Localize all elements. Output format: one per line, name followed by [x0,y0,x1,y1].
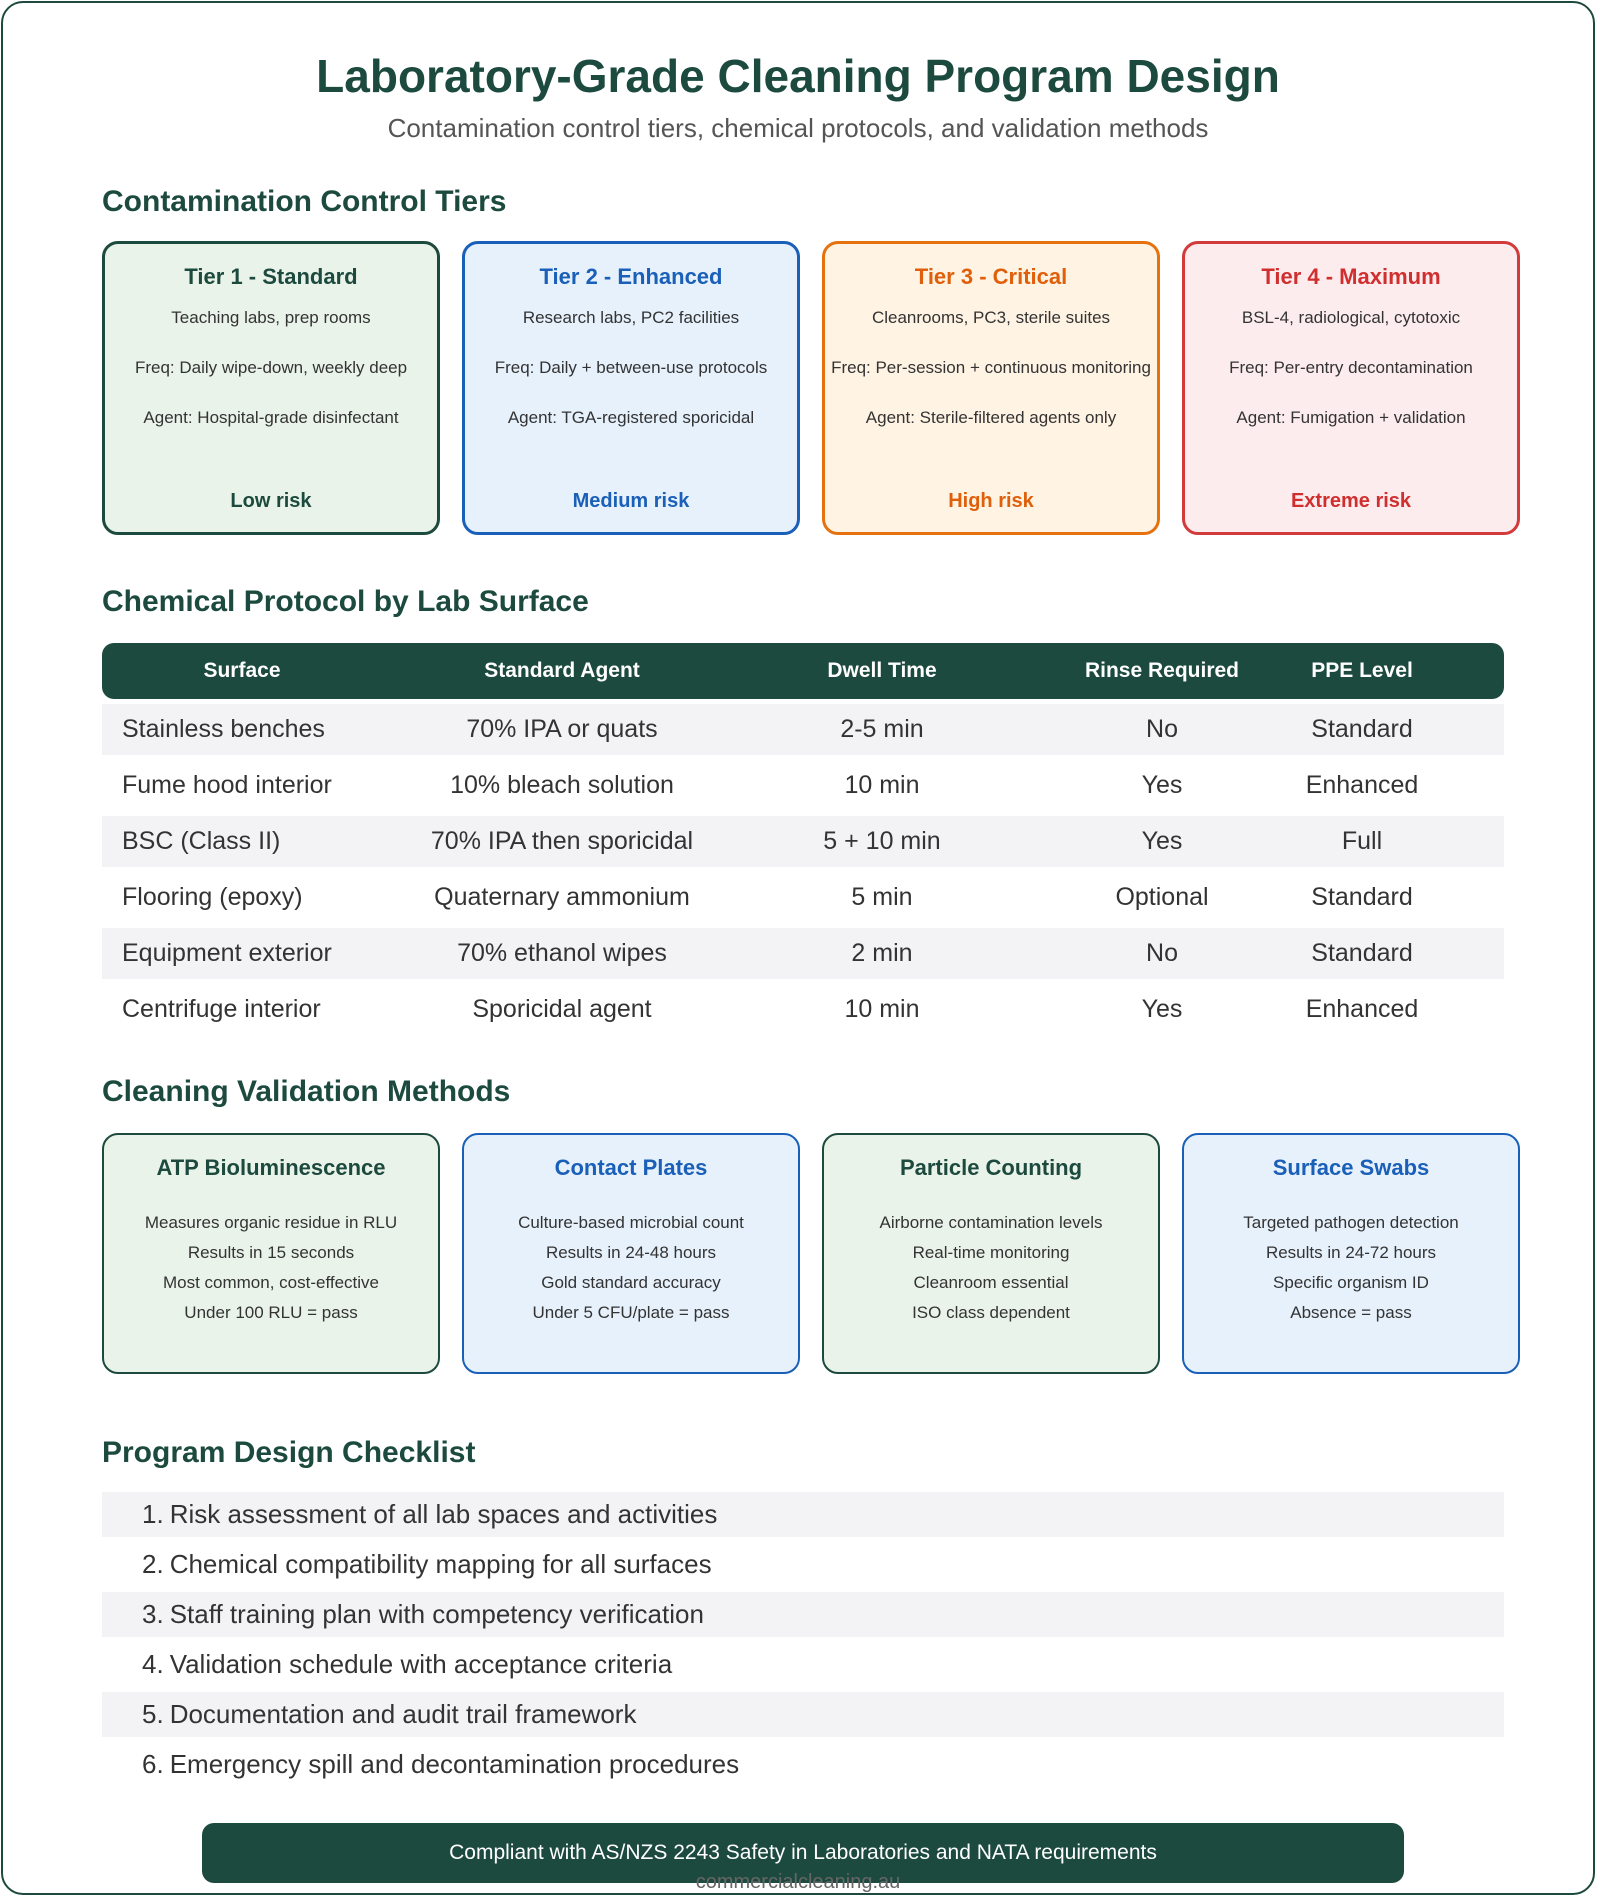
tier-title: Tier 4 - Maximum [1261,264,1441,289]
cell-dwell-time: 10 min [844,995,920,1023]
cell-agent: 70% ethanol wipes [457,939,667,967]
tier-cards [102,241,1520,535]
validation-detail: Under 100 RLU = pass [184,1303,358,1322]
checklist-text: Chemical compatibility mapping for all surfaces [169,1549,712,1579]
cell-agent: 70% IPA or quats [466,715,658,743]
column-header-dwell-time: Dwell Time [827,659,937,682]
tier-spaces: Teaching labs, prep rooms [171,308,371,327]
checklist-text: Validation schedule with acceptance criteria [169,1649,673,1679]
program-checklist [102,1492,1504,1792]
cell-surface: Centrifuge interior [122,995,321,1023]
validation-detail: Most common, cost-effective [162,1273,380,1292]
validation-card-contact-plates [462,1133,800,1374]
tier-spaces: Cleanrooms, PC3, sterile suites [871,308,1111,327]
cell-rinse: Yes [1141,771,1183,799]
tier-spaces: BSL-4, radiological, cytotoxic [1241,308,1461,327]
validation-section-title: Cleaning Validation Methods [102,1075,511,1108]
validation-detail: Measures organic residue in RLU [144,1213,398,1232]
validation-detail: Results in 15 seconds [187,1243,355,1262]
checklist-text: Documentation and audit trail framework [169,1699,637,1729]
checklist-item [102,1742,1504,1787]
table-row [102,872,1504,923]
site-url: commercialcleaning.au [695,1871,901,1893]
checklist-text: Emergency spill and decontamination procedures [169,1749,740,1779]
tier-risk-level: Low risk [230,490,312,512]
cell-dwell-time: 5 + 10 min [823,827,941,855]
cell-ppe: Full [1341,827,1383,855]
column-header-surface: Surface [203,659,281,682]
chemical-protocol-table [102,643,1504,1035]
cell-ppe: Enhanced [1305,771,1419,799]
cell-rinse: No [1146,939,1178,967]
cell-rinse: Yes [1141,995,1183,1023]
cell-rinse: No [1146,715,1178,743]
cell-ppe: Enhanced [1305,995,1419,1023]
tiers-section-title: Contamination Control Tiers [102,185,507,218]
validation-detail: Results in 24-72 hours [1265,1243,1437,1262]
validation-detail: Under 5 CFU/plate = pass [532,1303,730,1322]
tier-card-1 [102,241,440,535]
validation-detail: Airborne contamination levels [879,1213,1103,1232]
tier-title: Tier 3 - Critical [914,264,1068,289]
tier-agent: Agent: Sterile-filtered agents only [865,408,1117,427]
checklist-item [102,1642,1504,1687]
cell-dwell-time: 5 min [851,883,913,911]
cell-agent: 10% bleach solution [450,771,674,799]
cell-surface: BSC (Class II) [122,827,281,855]
tier-frequency: Freq: Per-session + continuous monitoring [831,358,1151,377]
tier-risk-level: High risk [948,490,1034,512]
tier-spaces: Research labs, PC2 facilities [522,308,740,327]
tier-frequency: Freq: Daily wipe-down, weekly deep [134,358,408,377]
validation-card-atp [102,1133,440,1374]
cell-ppe: Standard [1311,715,1413,743]
cell-dwell-time: 2 min [851,939,913,967]
cell-rinse: Yes [1141,827,1183,855]
validation-title: ATP Bioluminescence [156,1155,386,1180]
compliance-banner: Compliant with AS/NZS 2243 Safety in Laboratories and NATA requirements [202,1823,1404,1883]
tier-title: Tier 1 - Standard [184,264,358,289]
tier-card-2 [462,241,800,535]
cell-surface: Equipment exterior [122,939,332,967]
validation-detail: Specific organism ID [1273,1273,1429,1292]
validation-card-particle-counting [822,1133,1160,1374]
cell-ppe: Standard [1311,883,1413,911]
chemical-section-title: Chemical Protocol by Lab Surface [102,585,589,618]
validation-detail: Culture-based microbial count [518,1213,744,1232]
validation-cards [102,1133,1520,1374]
column-header-agent: Standard Agent [484,659,640,682]
validation-detail: ISO class dependent [912,1303,1070,1322]
validation-detail: Gold standard accuracy [541,1273,721,1292]
tier-frequency: Freq: Per-entry decontamination [1229,358,1473,377]
checklist-number: 6. [142,1749,164,1779]
page-subtitle: Contamination control tiers, chemical protocols, and validation methods [387,113,1209,143]
cell-agent: Quaternary ammonium [434,883,690,911]
cell-rinse: Optional [1115,883,1209,911]
checklist-item [102,1492,1504,1537]
validation-detail: Absence = pass [1290,1303,1412,1322]
page-frame [1,1,1595,1895]
cell-dwell-time: 10 min [844,771,920,799]
cell-surface: Stainless benches [122,715,325,743]
checklist-item [102,1542,1504,1587]
checklist-number: 1. [142,1499,164,1529]
checklist-item [102,1692,1504,1737]
table-row [102,704,1504,755]
cell-dwell-time: 2-5 min [840,715,924,743]
tier-frequency: Freq: Daily + between-use protocols [494,358,768,377]
tier-card-4 [1182,241,1520,535]
page-title: Laboratory-Grade Cleaning Program Design [316,50,1280,102]
checklist-number: 3. [142,1599,164,1629]
table-row [102,760,1504,811]
checklist-section-title: Program Design Checklist [102,1436,476,1469]
tier-title: Tier 2 - Enhanced [539,264,723,289]
tier-risk-level: Medium risk [572,490,690,512]
column-header-rinse: Rinse Required [1084,659,1240,682]
cell-agent: 70% IPA then sporicidal [430,827,694,855]
checklist-number: 5. [142,1699,164,1729]
cell-ppe: Standard [1311,939,1413,967]
tier-card-3 [822,241,1160,535]
checklist-number: 2. [142,1549,164,1579]
validation-title: Particle Counting [899,1155,1083,1180]
cell-agent: Sporicidal agent [472,995,652,1023]
checklist-item [102,1592,1504,1637]
checklist-number: 4. [142,1649,164,1679]
tier-agent: Agent: Fumigation + validation [1236,408,1466,427]
validation-title: Surface Swabs [1272,1155,1430,1180]
tier-agent: Agent: Hospital-grade disinfectant [143,408,399,427]
checklist-text: Risk assessment of all lab spaces and activities [169,1499,718,1529]
cell-surface: Flooring (epoxy) [122,883,303,911]
validation-detail: Real-time monitoring [912,1243,1070,1262]
validation-detail: Results in 24-48 hours [545,1243,717,1262]
column-header-ppe: PPE Level [1311,659,1413,682]
table-header-row [102,643,1504,699]
table-row [102,928,1504,979]
tier-risk-level: Extreme risk [1290,490,1412,512]
validation-title: Contact Plates [554,1155,708,1180]
validation-card-surface-swabs [1182,1133,1520,1374]
tier-agent: Agent: TGA-registered sporicidal [507,408,755,427]
table-row [102,816,1504,867]
cell-surface: Fume hood interior [122,771,332,799]
validation-detail: Cleanroom essential [913,1273,1069,1292]
table-row [102,984,1504,1035]
validation-detail: Targeted pathogen detection [1243,1213,1459,1232]
checklist-text: Staff training plan with competency verification [169,1599,704,1629]
